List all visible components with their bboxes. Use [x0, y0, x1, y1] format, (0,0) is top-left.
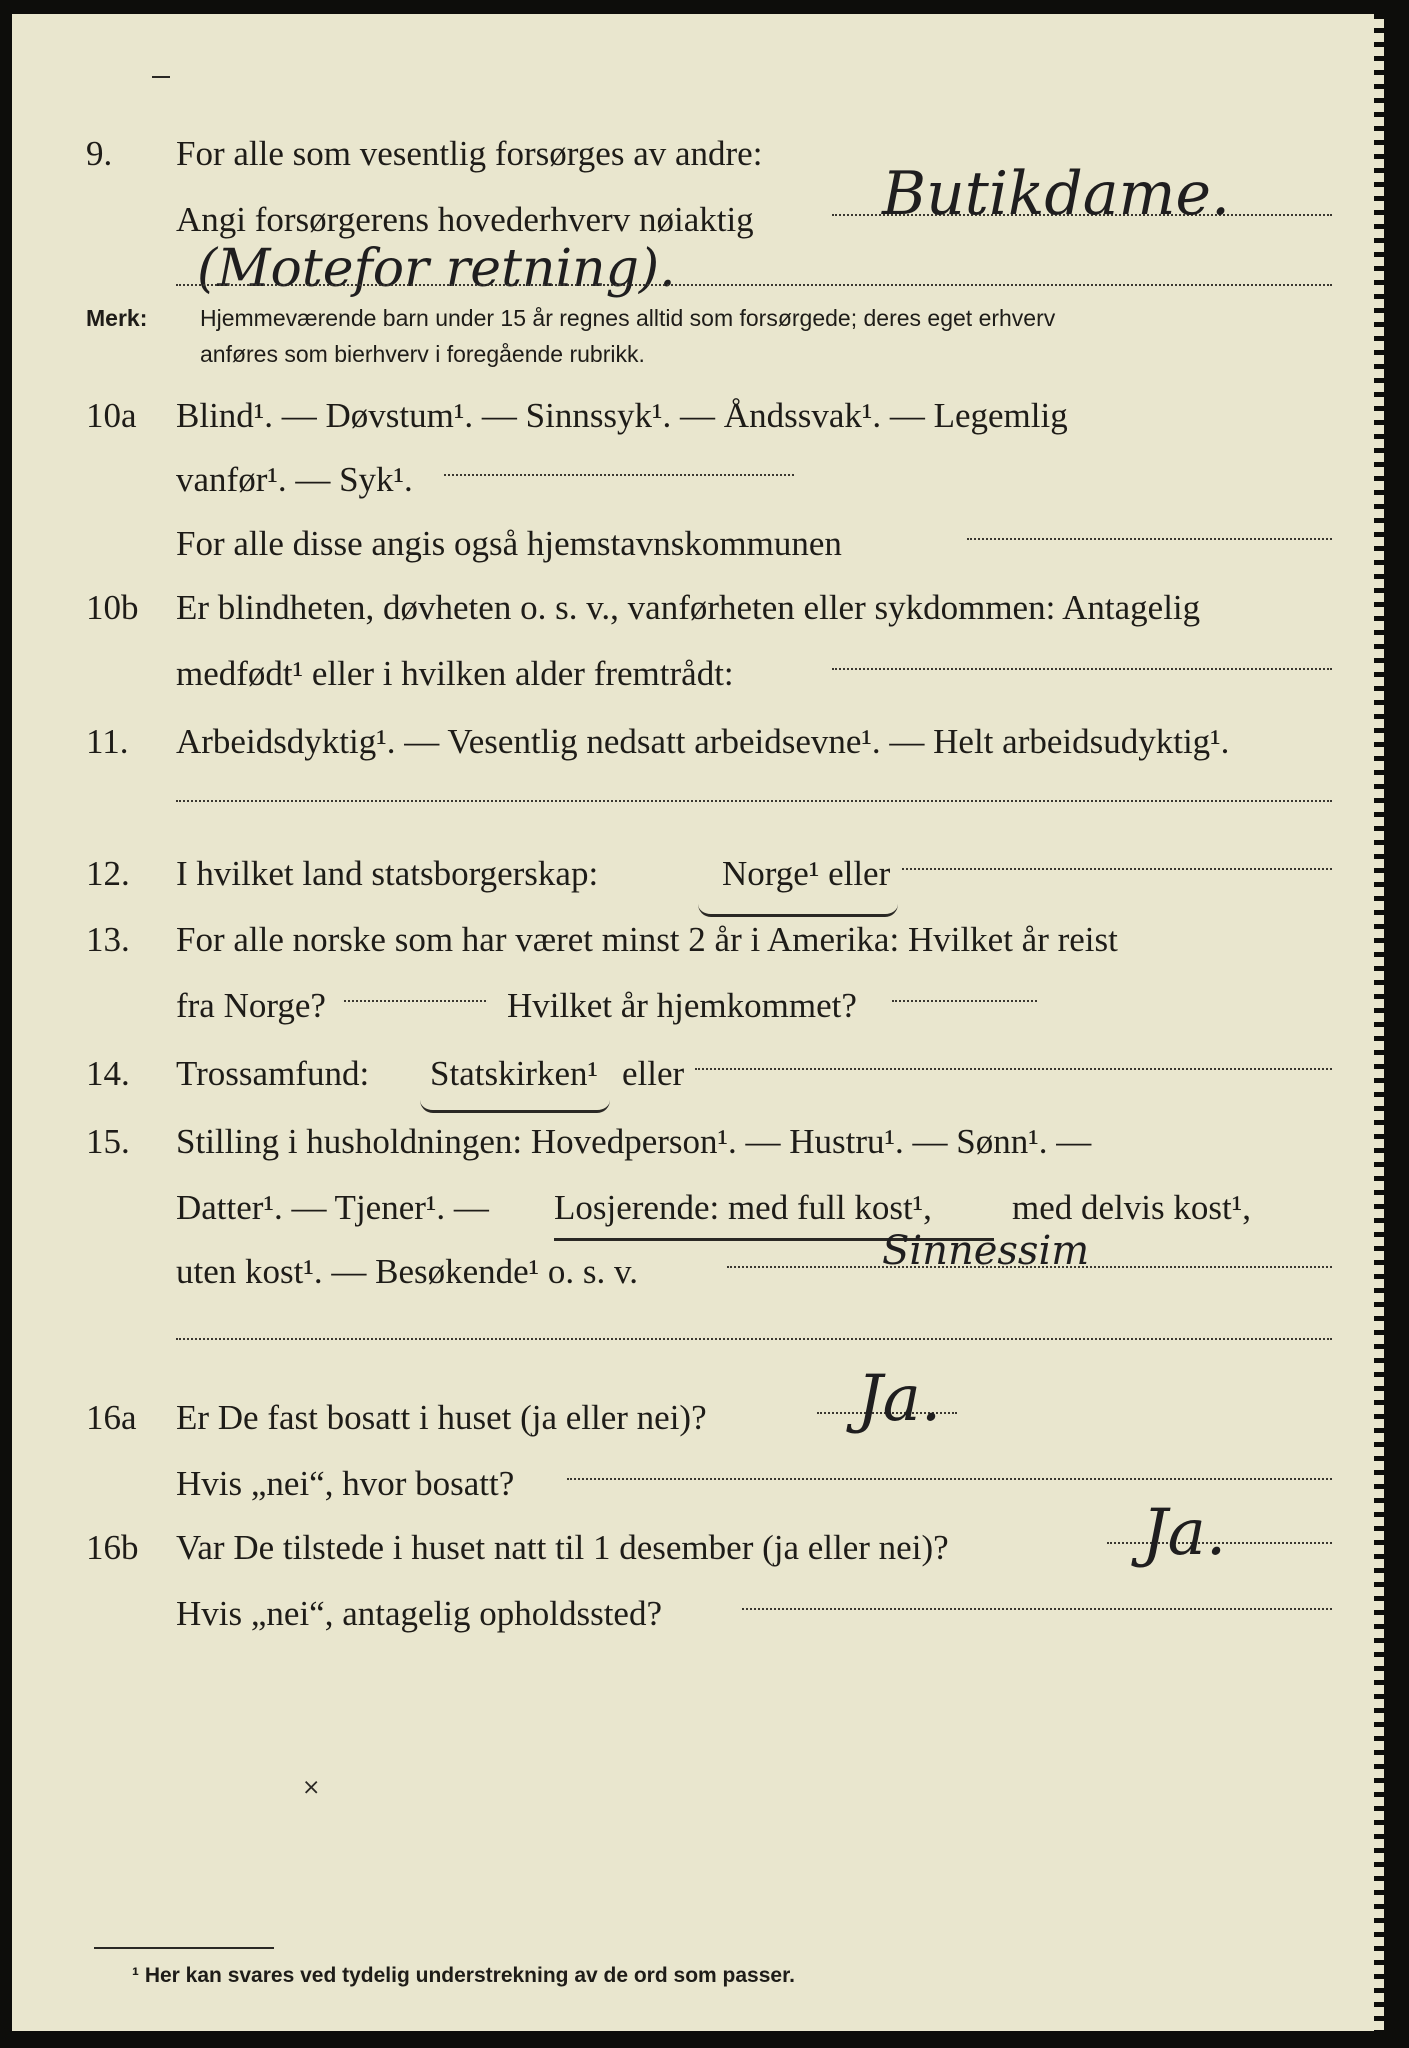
question-number: 14. — [86, 1054, 130, 1093]
question-text: Angi forsørgerens hovederhverv nøiaktig — [176, 200, 754, 239]
census-form-page — [12, 14, 1384, 2031]
question-text: Blind¹. — Døvstum¹. — Sinnssyk¹. — Åndssvak¹. — Legemlig — [176, 396, 1068, 435]
handwritten-answer: Sinnessim — [882, 1228, 1090, 1274]
question-text: Er blindheten, døvheten o. s. v., vanførheten eller sykdommen: Antagelig — [176, 588, 1201, 627]
question-text: Var De tilstede i huset natt til 1 desember (ja eller nei)? — [176, 1528, 949, 1567]
question-text: I hvilket land statsborgerskap: — [176, 854, 599, 893]
answer-line — [902, 868, 1332, 870]
handwritten-answer: Ja. — [857, 1362, 942, 1436]
question-text: For alle norske som har været minst 2 år i Amerika: Hvilket år reist — [176, 920, 1118, 959]
question-text: medfødt¹ eller i hvilken alder fremtrådt: — [176, 654, 734, 693]
answer-line — [695, 1068, 1332, 1070]
handwritten-answer: Butikdame. — [882, 159, 1231, 229]
answer-line — [444, 474, 794, 476]
question-text: Hvis „nei“, antagelig opholdssted? — [176, 1594, 662, 1633]
answer-option: Losjerende: med full kost¹, — [554, 1188, 932, 1227]
question-text: Er De fast bosatt i huset (ja eller nei)? — [176, 1398, 707, 1437]
answer-line — [567, 1478, 1332, 1480]
answer-line — [967, 538, 1332, 540]
question-text: Hvis „nei“, hvor bosatt? — [176, 1464, 515, 1503]
answer-line — [832, 668, 1332, 670]
question-text: For alle disse angis også hjemstavnskommunen — [176, 524, 842, 563]
answer-option: Norge¹ eller — [722, 854, 891, 893]
note-text: Hjemmeværende barn under 15 år regnes alltid som forsørgede; deres eget erhverv — [200, 305, 1056, 331]
question-text: For alle som vesentlig forsørges av andre: — [176, 134, 763, 173]
underline-mark — [698, 904, 898, 917]
question-number: 9. — [86, 134, 113, 173]
question-number: 13. — [86, 920, 130, 959]
handwritten-answer: Ja. — [1142, 1496, 1227, 1570]
answer-line — [742, 1608, 1332, 1610]
answer-line — [892, 1000, 1037, 1002]
question-number: 11. — [86, 722, 129, 761]
perforated-edge — [1374, 14, 1384, 2031]
question-text: Hvilket år hjemkommet? — [507, 986, 857, 1025]
question-text: eller — [622, 1054, 685, 1093]
question-text: vanfør¹. — Syk¹. — [176, 460, 413, 499]
question-text: med delvis kost¹, — [1012, 1188, 1251, 1227]
question-text: uten kost¹. — Besøkende¹ o. s. v. — [176, 1252, 639, 1291]
question-text: fra Norge? — [176, 986, 326, 1025]
question-text: Datter¹. — Tjener¹. — — [176, 1188, 489, 1227]
question-number: 10a — [86, 396, 137, 435]
question-number: 16b — [86, 1528, 139, 1567]
answer-option: Statskirken¹ — [430, 1054, 598, 1093]
footnote-rule — [94, 1947, 274, 1949]
question-number: 15. — [86, 1122, 130, 1161]
question-text: Stilling i husholdningen: Hovedperson¹. — Hustru¹. — Sønn¹. — — [176, 1122, 1092, 1161]
question-number: 12. — [86, 854, 130, 893]
underline-mark — [420, 1100, 610, 1113]
answer-line — [176, 1338, 1332, 1340]
note-text: anføres som bierhverv i foregående rubrikk. — [200, 341, 645, 367]
margin-mark — [152, 76, 170, 78]
answer-line — [176, 284, 1332, 286]
answer-line — [344, 1000, 486, 1002]
question-text: Arbeidsdyktig¹. — Vesentlig nedsatt arbeidsevne¹. — Helt arbeidsudyktig¹. — [176, 722, 1230, 761]
question-text: Trossamfund: — [176, 1054, 370, 1093]
handwritten-answer: (Motefor retning). — [197, 239, 676, 299]
footnote: ¹ Her kan svares ved tydelig understrekning av de ord som passer. — [132, 1964, 795, 1987]
margin-mark: ⨯ — [302, 1774, 321, 1799]
answer-line — [176, 800, 1332, 802]
question-number: 10b — [86, 588, 139, 627]
note-label: Merk: — [86, 305, 148, 331]
question-number: 16a — [86, 1398, 137, 1437]
